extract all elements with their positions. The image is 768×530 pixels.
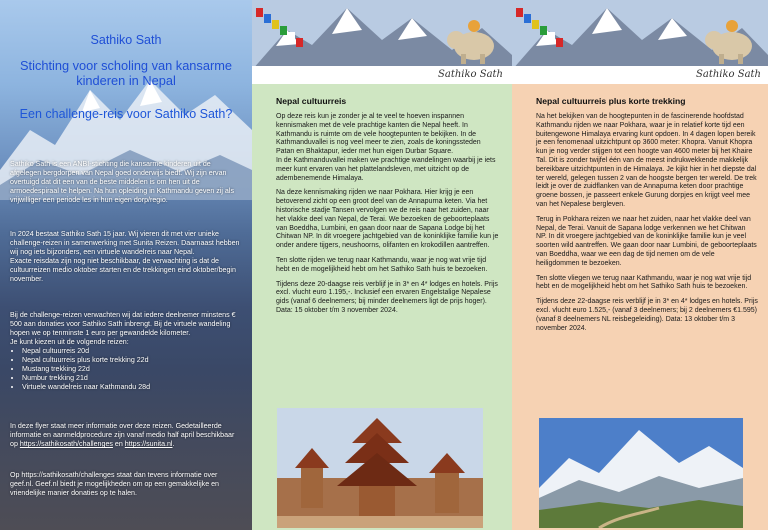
body-paragraph: Na deze kennismaking rijden we naar Pokhara. Hier krijg je een betoverend zicht op een groot deel van de Annapurna keten. Via het historische stadje Tansen vervolgen we de reis naar het zuiden, naar het vlakke deel van Nepal, de Terai. We bezoeken de geboorteplaats van Boeddha, Lumbini, en gaan door naar de Sapana Lodge bij het Chitwan NP. In dit vroegere jachtgebied van de koninklijke familie kun je onder andere tijgers, neushoorns, olifanten en krokodillen aantreffen.	[276, 189, 499, 250]
middle-panel	[252, 0, 512, 530]
trip-item: • Nepal cultuurreis plus korte trekking 22d	[22, 356, 242, 365]
logo-text: Sathiko Sath	[696, 69, 761, 80]
himalaya-photo	[539, 418, 743, 528]
trip-item: • Virtuele wandelreis naar Kathmandu 28d	[22, 383, 242, 392]
panel-title: Nepal cultuurreis	[276, 96, 347, 106]
mountain-banner	[252, 0, 512, 84]
body-paragraph: Op deze reis kun je zonder je al te veel te hoeven inspannen kennismaken met de vele prachtige kanten die Nepal heeft. In Kathmandu is ruimte om de vele hoogtepunten te bekijken. In de Kathmanduvallei is nog veel meer te zien, zoals de koningssteden Patan en Bhaktapur, ieder met hun eigen Durbar Square. In de Kathmanduvallei maken we prachtige wandelingen waarbij je iets meer kunt ervaren van het plattelandsleven, met uitzicht op de adembenemende Himalaya.	[276, 113, 496, 182]
body-paragraph: Ten slotte rijden we terug naar Kathmandu, waar je nog wat vrije tijd hebt en de mogelijkheid hebt om het Sathiko Sath huis te bezoeken.	[276, 256, 488, 273]
trips-intro: Je kunt kiezen uit de volgende reizen:	[10, 338, 129, 346]
body-paragraph: Terug in Pokhara reizen we naar het zuiden, naar het vlakke deel van Nepal, de Terai. Vanuit de Sapana lodge verkennen we het Chitwan NP. In dit vroegere jachtgebied van de koninklijke familie kun je veel soorten wild aantreffen. We gaan door naar Lumbini, de geboorteplaats van Boeddha, waar we een dag de tijd nemen om de vele heiligdommen te bezoeken.	[536, 215, 757, 267]
panel-body	[276, 113, 500, 322]
challenge-question: Een challenge-reis voor Sathiko Sath?	[19, 107, 233, 121]
headline: Stichting voor scholing van kansarme kinderen in Nepal	[20, 58, 232, 88]
trip-list	[10, 347, 242, 392]
trip-item: • Mustang trekking 22d	[22, 365, 242, 374]
info-paragraph: In deze flyer staat meer informatie over deze reizen. Gedetailleerde informatie en aanmeldprocedure zijn vanaf medio half april beschikbaar op https://sathikosath/challenges en https://sunita.nl.	[10, 422, 235, 448]
body-paragraph: Tijdens deze 22-daagse reis verblijf je in 3* en 4* lodges en hotels. Prijs excl. vlucht euro 1.525,- (vanaf 3 deelnemers; bij 2 deelnemers €1.595) (vanaf 8 deelnemers NL reisbegeleiding). Data: 13 oktober t/m 3 november 2024.	[536, 298, 758, 332]
intro-paragraph: Sathiko Sath is een ANBI-stichting die kansarme kinderen uit de afgelegen bergdorpen van Nepal goed onderwijs biedt. Wij zijn ervan overtuigd dat dit een van de beste middelen is om hen uit de armoedespiraal te helpen. Na hun opleiding in Kathmandu geven zij als vrijwilliger een periode les in hun eigen dorp/regio.	[10, 160, 234, 204]
left-panel	[0, 0, 252, 530]
trip-item: • Nepal cultuurreis 20d	[22, 347, 242, 356]
geef-paragraph: Op https://sathikosath/challenges staat dan tevens informatie over geef.nl. Geef.nl biedt je mogelijkheden om op een gemakkelijke en vriendelijke manier donaties op te halen.	[10, 471, 220, 497]
temple-photo	[277, 408, 483, 528]
body-paragraph: Ten slotte vliegen we terug naar Kathmandu, waar je nog wat vrije tijd hebt en de mogelijkheid hebt om het Sathiko Sath huis te bezoeken.	[536, 274, 752, 291]
donation-paragraph: Bij de challenge-reizen verwachten wij dat iedere deelnemer minstens € 500 aan donaties voor Sathiko Sath inbrengt. Bij de virtuele wandeling hopen we op tenminste 1 euro per gewandelde kilometer. Je kunt kiezen uit de volgende reizen: • Nepal cultuurreis 20d • Nepal cultuurreis plus korte trekking 22d • Mustang trekking 22d • Numbur trekking 21d • Virtuele wandelreis naar Kathmandu 28d	[10, 311, 242, 392]
panel-title: Nepal cultuurreis plus korte trekking	[536, 96, 686, 106]
org-name: Sathiko Sath	[90, 33, 162, 47]
anniversary-paragraph: In 2024 bestaat Sathiko Sath 15 jaar. Wij vieren dit met vier unieke challenge-reizen in samenwerking met Sunita Reizen. Daarnaast hebben wij nog iets bijzonders, een virtuele wandelreis naar Nepal. Exacte reisdata zijn nog niet beschikbaar, de verwachting is dat de cultuurreizen medio oktober starten en de trekkingen eind oktober/begin november.	[10, 230, 240, 283]
body-paragraph: Tijdens deze 20-daagse reis verblijf je in 3* en 4* lodges en hotels. Prijs excl. vlucht euro 1.195,-. Inclusief een ervaren Engelstalige Nepalese gids (vanaf 6 deelnemers; bij minder deelnemers ligt de prijs hoger). Data: 15 oktober t/m 3 november 2024.	[276, 280, 498, 314]
right-panel	[512, 0, 768, 530]
challenges-link[interactable]: https://sathikosath/challenges	[19, 440, 113, 448]
sunita-link[interactable]: https://sunita.nl	[124, 440, 173, 448]
body-paragraph: Na het bekijken van de hoogtepunten in de fascinerende hoofdstad Kathmandu rijden we naar Pokhara, waar je in relatief korte tijd een buitengewone Himalaya ervaring kunt opdoen. In 4 dagen lopen bereik je een fenomenaal uitzichtpunt op 3600 meter: Khopra. Vanuit Khopra kun je nog verder stijgen tot een hoogte van 4600 meter bij het Khaire Tal. Dit is zonder twijfel één van de meest indrukwekkende makkelijk bereikbare uitzichtpunten in de Himalaya. Je kijkt hier in het diepste dal ter wereld, gelegen tussen 2 van de hoogste bergen ter wereld. De trek leidt je over de zuidflanken van de Annapurna keten door prachtige groene bossen, je passeert enkele Gurung dorpjes en krijgt veel mee van het Nepalese bergleven.	[536, 113, 757, 208]
panel-body	[536, 113, 758, 339]
mountain-banner	[512, 0, 768, 84]
logo-text: Sathiko Sath	[438, 69, 503, 80]
trip-item: • Numbur trekking 21d	[22, 374, 242, 383]
